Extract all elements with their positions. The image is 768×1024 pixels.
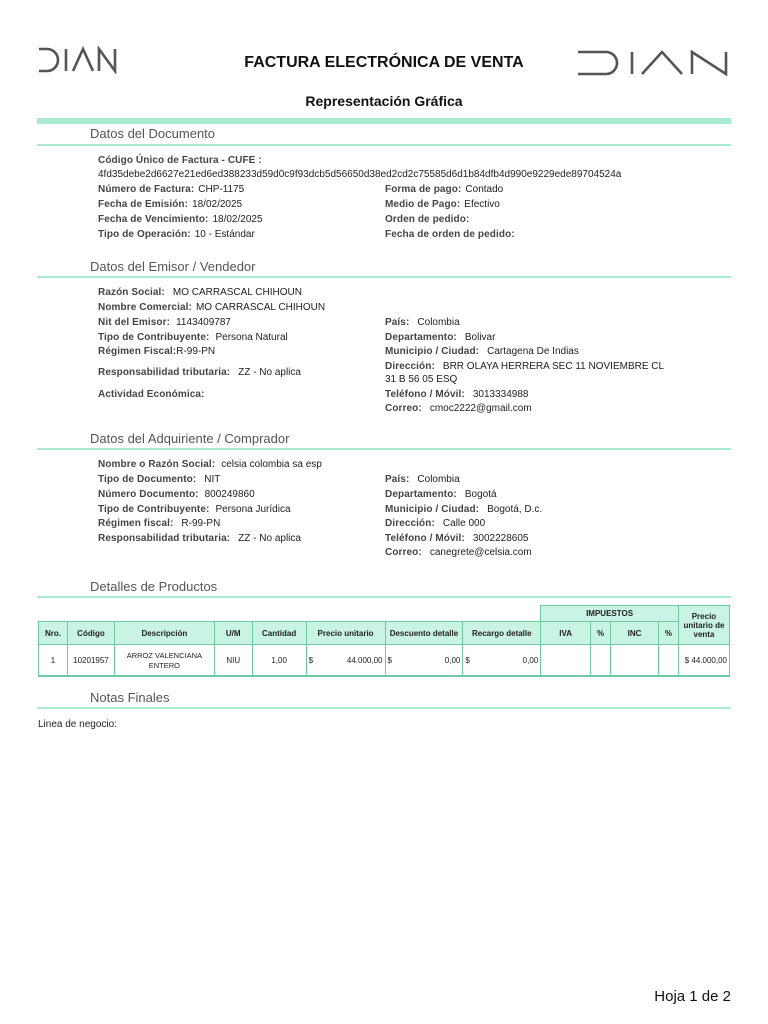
adquiriente-tipo-contribuyente: Tipo de Contribuyente: Persona Jurídica — [98, 504, 291, 515]
cell-descuento: $ 0,00 — [385, 645, 463, 677]
tipo-operacion: Tipo de Operación: 10 - Estándar — [98, 229, 255, 240]
col-iva-pct: % — [591, 622, 611, 645]
adquiriente-municipio: Municipio / Ciudad: Bogotá, D.c. — [385, 504, 543, 515]
emisor-pais: País: Colombia — [385, 317, 460, 328]
adquiriente-responsabilidad: Responsabilidad tributaria: ZZ - No aplica — [98, 533, 301, 544]
medio-pago: Medio de Pago: Efectivo — [385, 199, 500, 210]
cell-precio-unitario: $ 44.000,00 — [306, 645, 385, 677]
emisor-actividad: Actividad Económica: — [98, 389, 205, 400]
document-title: FACTURA ELECTRÓNICA DE VENTA — [244, 54, 524, 71]
section-title-notas: Notas Finales — [90, 690, 170, 705]
col-um: U/M — [214, 622, 252, 645]
adquiriente-departamento: Departamento: Bogotá — [385, 489, 497, 500]
emisor-nit: Nit del Emisor: 1143409787 — [98, 317, 231, 328]
col-codigo: Código — [67, 622, 114, 645]
emisor-nombre-comercial: Nombre Comercial: MO CARRASCAL CHIHOUN — [98, 302, 326, 313]
adquiriente-regimen: Régimen fiscal: R-99-PN — [98, 518, 221, 529]
cell-iva-pct — [591, 645, 611, 677]
cell-inc-pct — [658, 645, 678, 677]
adquiriente-pais: País: Colombia — [385, 474, 460, 485]
section-line — [37, 276, 731, 278]
adquiriente-tipo-documento: Tipo de Documento: NIT — [98, 474, 221, 485]
precio-venta-header: Precio unitario de venta — [678, 606, 729, 645]
col-recargo: Recargo detalle — [463, 622, 541, 645]
page-indicator: Hoja 1 de 2 — [654, 988, 731, 1005]
col-cantidad: Cantidad — [252, 622, 306, 645]
header-divider — [37, 118, 731, 124]
cell-descripcion: ARROZ VALENCIANA ENTERO — [114, 645, 214, 677]
section-title-emisor: Datos del Emisor / Vendedor — [90, 259, 256, 274]
document-subtitle: Representación Gráfica — [305, 93, 463, 109]
section-line — [37, 144, 731, 146]
fecha-vencimiento: Fecha de Vencimiento: 18/02/2025 — [98, 214, 263, 225]
cell-cantidad: 1,00 — [252, 645, 306, 677]
col-nro: Nro. — [39, 622, 68, 645]
fecha-emision: Fecha de Emisión: 18/02/2025 — [98, 199, 243, 210]
emisor-tipo-contribuyente: Tipo de Contribuyente: Persona Natural — [98, 332, 288, 343]
linea-negocio: Linea de negocio: — [38, 719, 117, 730]
impuestos-header: IMPUESTOS — [541, 606, 679, 622]
col-precio-unitario: Precio unitario — [306, 622, 385, 645]
emisor-direccion: Dirección: BRR OLAYA HERRERA SEC 11 NOVIEMBRE CL — [385, 361, 665, 372]
cufe-value: 4fd35debe2d6627e21ed6ed388233d59d0c9f93dcb5d56650d38ed2cd2c75585d6d1b84dfb4d990e9229ede89704524a — [98, 169, 622, 180]
table-bottom-line — [38, 675, 730, 677]
products-table — [38, 605, 730, 677]
emisor-regimen: Régimen Fiscal:R-99-PN — [98, 346, 216, 357]
cell-inc — [611, 645, 659, 677]
section-line — [37, 596, 731, 598]
col-iva: IVA — [541, 622, 591, 645]
col-inc: INC — [611, 622, 659, 645]
col-descuento: Descuento detalle — [385, 622, 463, 645]
table-row — [39, 645, 730, 677]
col-descripcion: Descripción — [114, 622, 214, 645]
cell-codigo: 10201957 — [67, 645, 114, 677]
table-header-row — [39, 622, 730, 645]
col-inc-pct: % — [658, 622, 678, 645]
cell-precio-venta: $ 44.000,00 — [678, 645, 729, 677]
cell-um: NIU — [214, 645, 252, 677]
cufe-label-row — [98, 155, 262, 166]
cell-iva — [541, 645, 591, 677]
adquiriente-telefono: Teléfono / Móvil: 3002228605 — [385, 533, 529, 544]
emisor-municipio: Municipio / Ciudad: Cartagena De Indias — [385, 346, 579, 357]
emisor-razon-social: Razón Social: MO CARRASCAL CHIHOUN — [98, 287, 302, 298]
emisor-responsabilidad: Responsabilidad tributaria: ZZ - No aplica — [98, 367, 301, 378]
section-title-documento: Datos del Documento — [90, 126, 216, 141]
emisor-telefono: Teléfono / Móvil: 3013334988 — [385, 389, 529, 400]
forma-pago: Forma de pago: Contado — [385, 184, 504, 195]
section-title-adquiriente: Datos del Adquiriente / Comprador — [90, 431, 290, 446]
emisor-direccion-linea-2: 31 B 56 05 ESQ — [385, 374, 458, 385]
adquiriente-nombre: Nombre o Razón Social: celsia colombia sa esp — [98, 459, 322, 470]
section-line — [37, 707, 731, 709]
adquiriente-correo: Correo: canegrete@celsia.com — [385, 547, 532, 558]
section-line — [37, 448, 731, 450]
numero-factura: Número de Factura: CHP-1175 — [98, 184, 245, 195]
adquiriente-direccion: Dirección: Calle 000 — [385, 518, 486, 529]
adquiriente-numero-documento: Número Documento: 800249860 — [98, 489, 255, 500]
orden-pedido: Orden de pedido: — [385, 214, 470, 225]
table-header-spacer — [39, 606, 541, 622]
table-header-row-top — [39, 606, 730, 622]
cell-nro: 1 — [39, 645, 68, 677]
fecha-orden-pedido: Fecha de orden de pedido: — [385, 229, 515, 240]
section-title-productos: Detalles de Productos — [90, 579, 218, 594]
cell-recargo: $ 0,00 — [463, 645, 541, 677]
emisor-correo: Correo: cmoc2222@gmail.com — [385, 403, 532, 414]
emisor-departamento: Departamento: Bolivar — [385, 332, 496, 343]
cufe-label: Código Único de Factura - CUFE : — [98, 155, 262, 166]
